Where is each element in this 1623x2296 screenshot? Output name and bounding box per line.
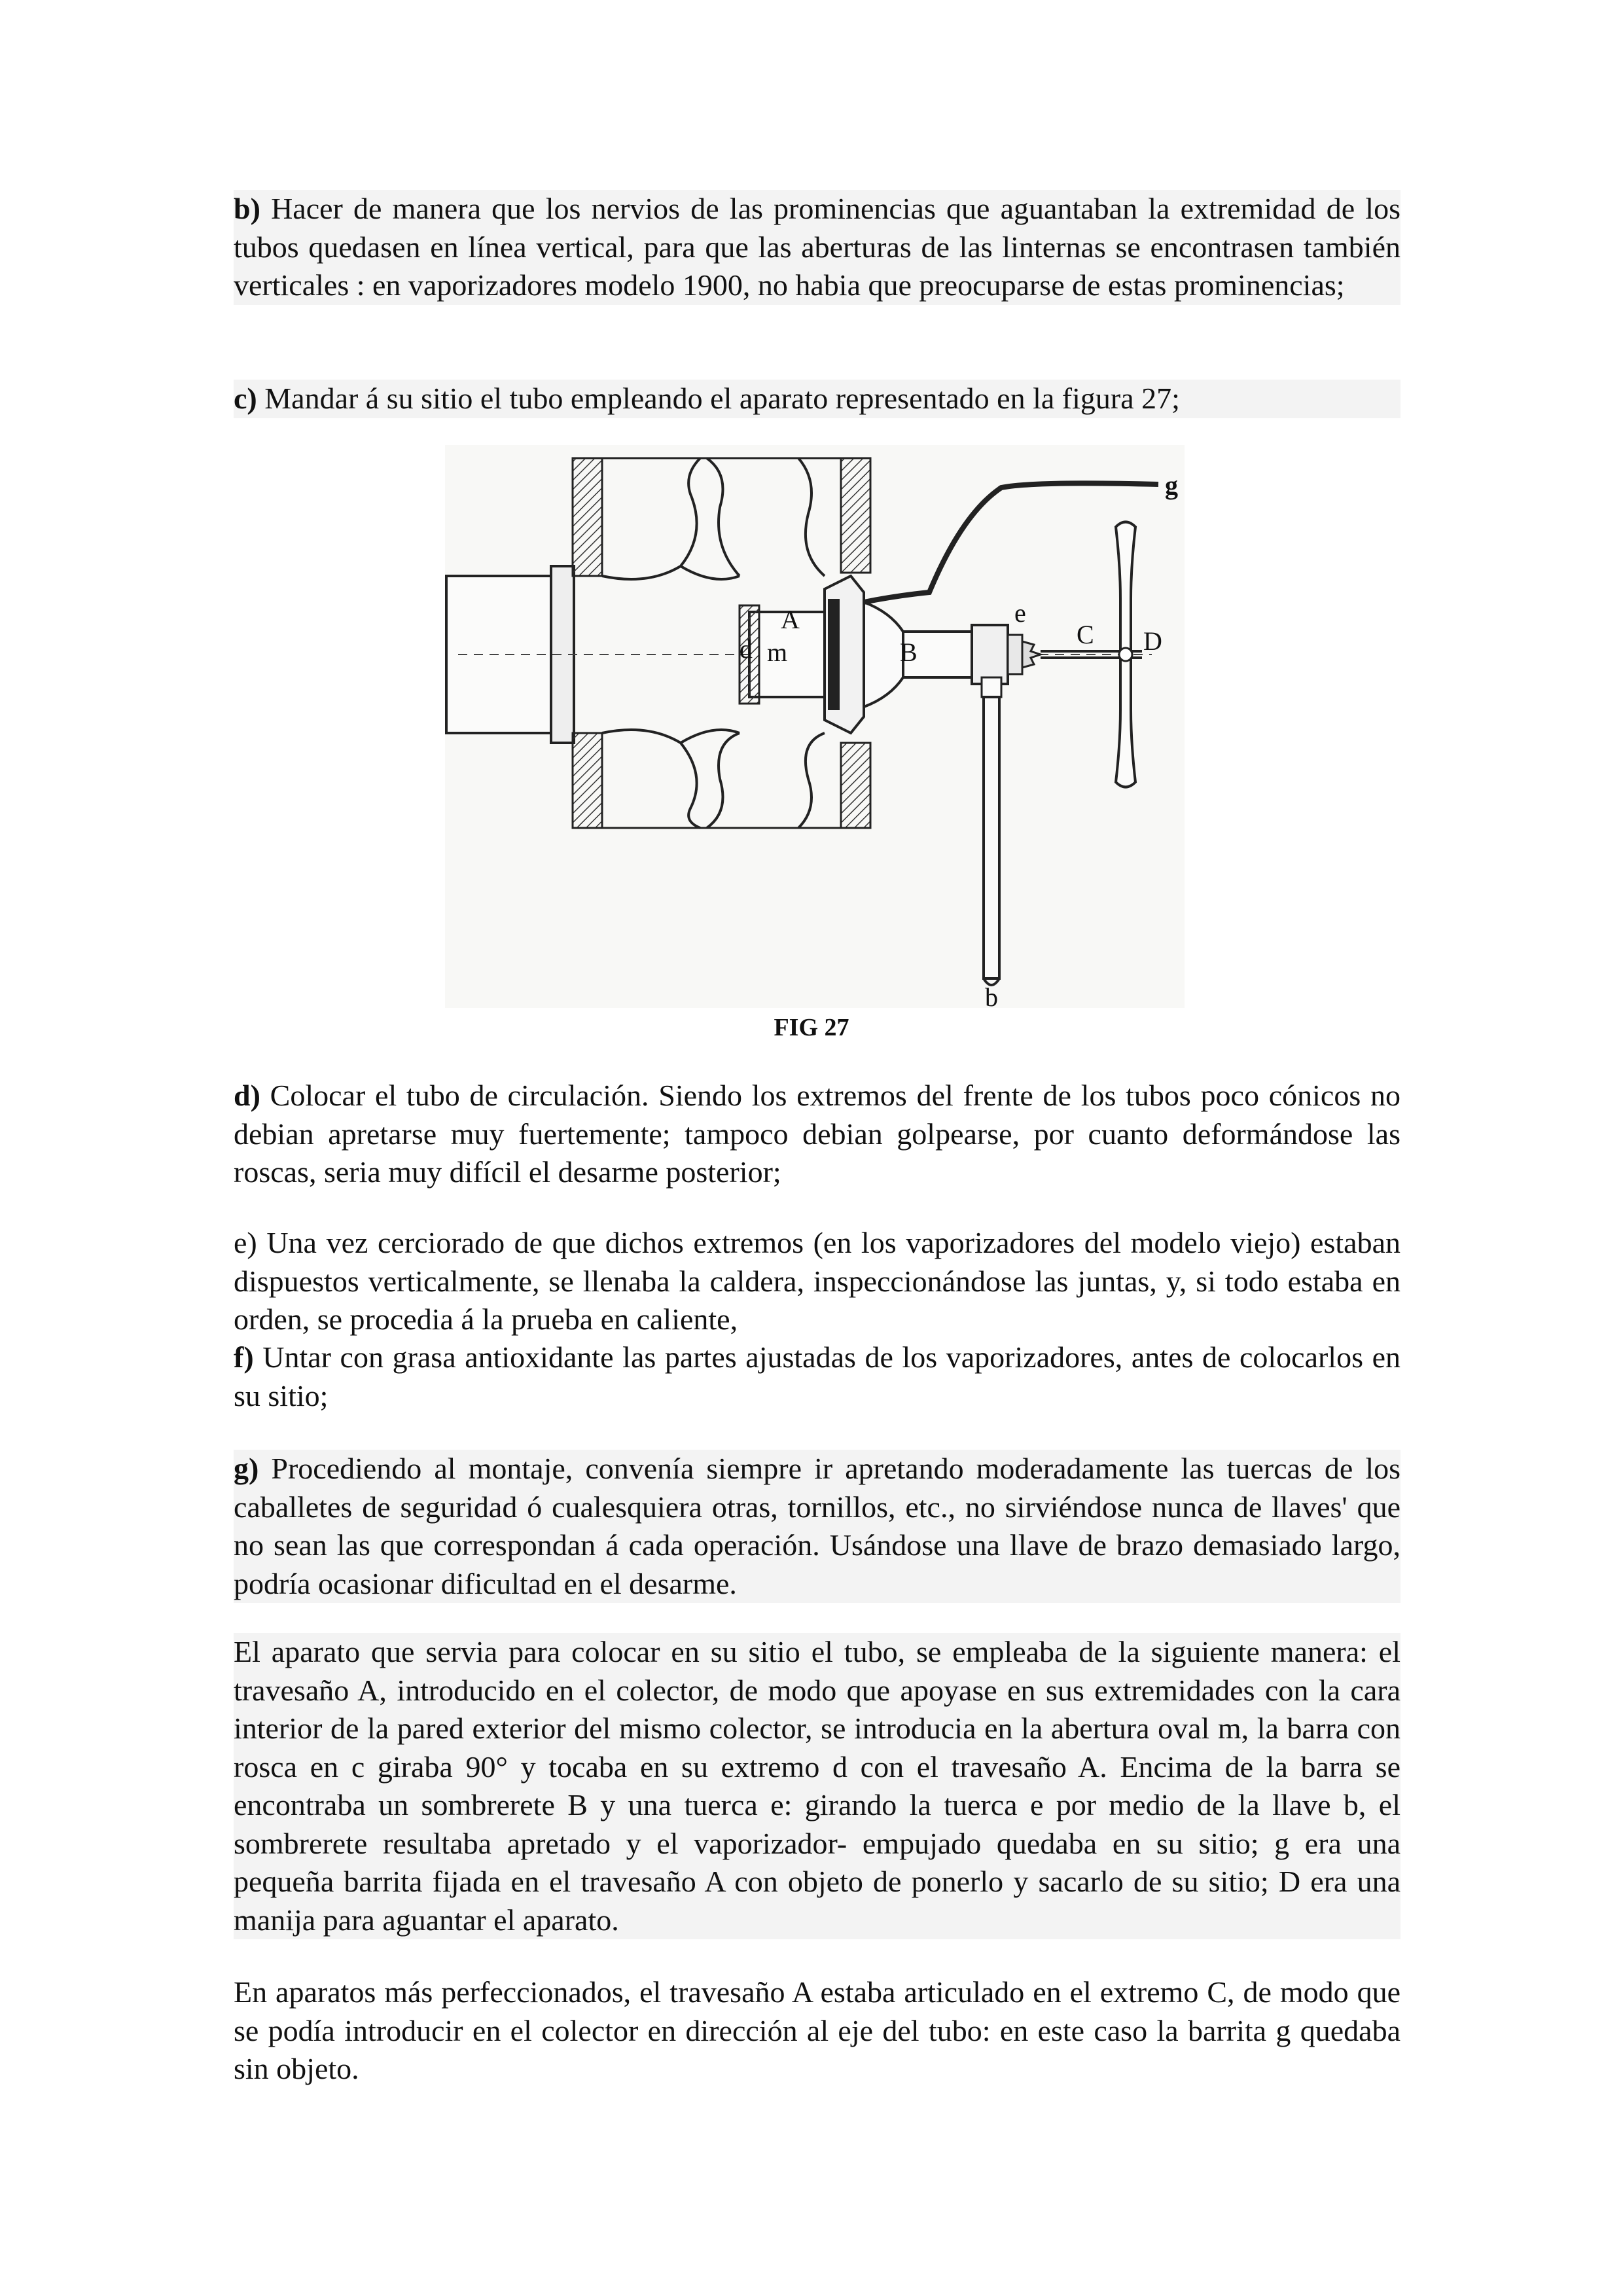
item-label-d: d) <box>234 1079 260 1112</box>
paragraph-d-text: Colocar el tubo de circulación. Siendo los extremos del frente de los tubos poco cónicos no debian apretarse muy fuertemente; tampoco debian golpearse, por cuanto deformándose las roscas, seria muy difícil el desarme posterior; <box>234 1079 1400 1189</box>
label-e: e <box>1014 598 1026 628</box>
label-B: B <box>900 637 918 667</box>
wrench-b <box>982 677 1001 985</box>
handle-D <box>1116 522 1135 787</box>
paragraph-advanced <box>234 1973 1400 2089</box>
paragraph-f-text: Untar con grasa antioxidante las partes ajustadas de los vaporizadores, antes de colocarlos en su sitio; <box>234 1340 1400 1412</box>
cap-B <box>903 625 1022 684</box>
item-label-f: f) <box>234 1340 254 1374</box>
label-d: d <box>740 634 753 664</box>
paragraph-explanation-text: El aparato que servia para colocar en su sitio el tubo, se empleaba de la siguiente manera: el travesaño A, introducido en el colector, de modo que apoyase en sus extremidades con la cara interior de la pared exterior del mismo colector, se introducia en la abertura oval m, la barra con rosca en c giraba 90° y tocaba en su extremo d con el travesaño A. Encima de la barra se encontraba un sombrerete B y una tuerca e: girando la tuerca e por medio de la llave b, el sombrerete resultaba apretado y el vaporizador- empujado quedaba en su sitio; g era una pequeña barrita fijada en el travesaño A con objeto de ponerlo y sacarlo de su sitio; D era una manija para aguantar el aparato. <box>234 1635 1400 1937</box>
label-A: A <box>781 605 800 634</box>
figure-caption: FIG 27 <box>774 1014 849 1041</box>
paragraph-b-text: Hacer de manera que los nervios de las prominencias que aguantaban la extremidad de los tubos quedasen en línea vertical, para que las aberturas de las linternas se encontrasen también verticales : en vaporizadores modelo 1900, no habia que preocuparse de estas prominencias; <box>234 192 1400 302</box>
paragraph-f <box>234 1338 1400 1415</box>
paragraph-c-text: Mandar á su sitio el tubo empleando el aparato representado en la figura 27; <box>257 382 1180 415</box>
paragraph-explanation <box>234 1633 1400 1939</box>
label-C: C <box>1077 620 1094 649</box>
figure-27 <box>432 435 1198 1011</box>
label-g: g <box>1165 471 1178 500</box>
label-m: m <box>767 637 788 667</box>
item-label-b: b) <box>234 192 260 225</box>
paragraph-e-text: e) Una vez cerciorado de que dichos extremos (en los vaporizadores del modelo viejo) estaban dispuestos verticalmente, se llenaba la caldera, inspeccionándose las juntas, y, si todo estaba en orden, se procedia á la prueba en caliente, <box>234 1226 1400 1336</box>
label-b: b <box>985 982 998 1011</box>
paragraph-b <box>234 190 1400 305</box>
paragraph-g <box>234 1450 1400 1603</box>
paragraph-advanced-text: En aparatos más perfeccionados, el travesaño A estaba articulado en el extremo C, de modo que se podía introducir en el colector en dirección al eje del tubo: en este caso la barrita g quedaba sin objeto. <box>234 1975 1400 2085</box>
paragraph-d <box>234 1077 1400 1192</box>
item-label-c: c) <box>234 382 257 415</box>
paragraph-c <box>234 380 1400 418</box>
label-D: D <box>1143 626 1162 656</box>
paragraph-e <box>234 1224 1400 1339</box>
apparatus-drawing <box>432 435 1198 1011</box>
item-label-g: g) <box>234 1452 259 1485</box>
paragraph-g-text: Procediendo al montaje, convenía siempre ir apretando moderadamente las tuercas de los caballetes de seguridad ó cualesquiera otras, tornillos, etc., no sirviéndose nunca de llaves' que no sean las que correspondan á cada operación. Usándose una llave de brazo demasiado largo, podría ocasionar dificultad en el desarme. <box>234 1452 1400 1600</box>
